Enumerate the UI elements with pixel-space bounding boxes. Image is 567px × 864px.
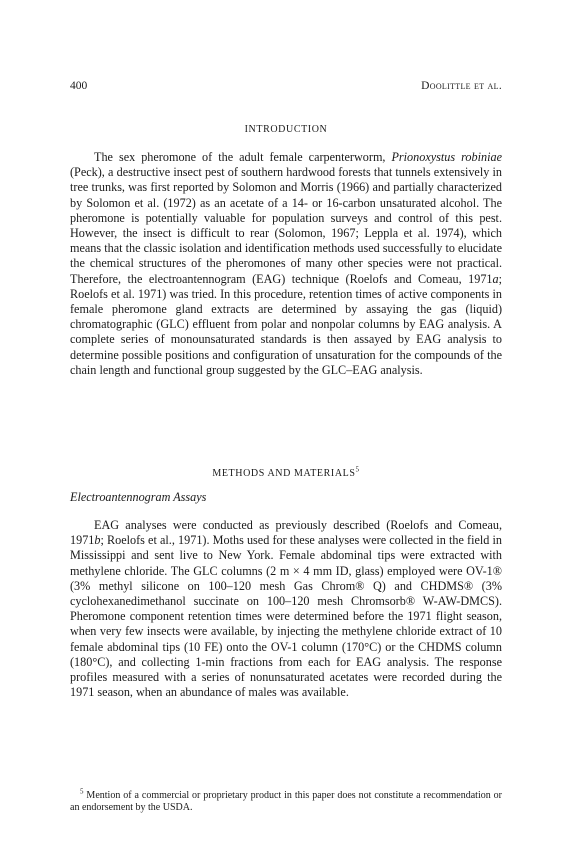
species-name: Prionoxystus robiniae — [391, 150, 502, 164]
intro-text-3: ; Roelofs et al. 1971) was tried. In this procedure, retention times of active components in female pheromone gland extracts are determined by assaying the gas (liquid) chromatographic (GLC) effluent from polar and nonpolar columns by EAG analysis. A complete series of monounsaturated standards is then assayed by EAG analysis to determine possible positions and configuration of unsaturation for the compounds of the chain length and functional group suggested by the GLC–EAG analysis. — [70, 271, 502, 377]
introduction-heading: INTRODUCTION — [244, 124, 328, 135]
methods-paragraph — [70, 518, 502, 700]
running-head: Doolittle et al. — [421, 80, 502, 92]
methods-heading-text: METHODS AND MATERIALS — [212, 468, 356, 479]
introduction-paragraph — [70, 150, 502, 378]
methods-text-1: EAG analyses were conducted as previously described (Roelofs and Comeau, 1971 — [70, 518, 502, 548]
intro-text-1: The sex pheromone of the adult female carpenterworm, — [94, 150, 392, 164]
subsection-heading: Electroantennogram Assays — [70, 490, 207, 504]
methods-footnote-mark: 5 — [355, 465, 360, 474]
citation-suffix: b — [94, 533, 101, 548]
footnote-text: Mention of a commercial or proprietary product in this paper does not constitute a recommendation or an endorsement by the USDA. — [70, 790, 502, 813]
methods-text-2: ; Roelofs et al., 1971). Moths used for these analyses were collected in the field in Mississippi and sent live to New York. Female abdominal tips were extracted with methylene chloride. The GLC columns (2 m × 4 mm ID, glass) employed were OV-1® (3% methyl silicone on 100–120 mesh Gas Chrom® Q) and CHDMS® (3% cyclohexanedimethanol succinate on 100–120 mesh Chromsorb® W-AW-DMCS). Pheromone component retention times were determined before the 1971 flight season, when very few insects were available, by injecting the methylene chloride extract of 10 female abdominal tips (10 FE) onto the OV-1 column (170°C) or the CHDMS column (180°C), and collecting 1-min fractions from each for EAG analysis. The response profiles measured with a series of nonunsaturated acetates were recorded during the 1971 season, when an abundance of males was available. — [70, 533, 502, 700]
intro-text-2: (Peck), a destructive insect pest of southern hardwood forests that tunnels extensively in tree trunks, was first reported by Solomon and Morris (1966) and partially characterized by Solomon et al. (1972) as an acetate of a 14- or 16-carbon unsaturated alcohol. The pheromone is potentially valuable for population surveys and control of this pest. However, the insect is difficult to rear (Solomon, 1967; Leppla et al. 1974), which means that the classic isolation and identification methods used successfully to elucidate the chemical structures of the pheromones of many other species were not practical. Therefore, the electroantennogram (EAG) technique (Roelofs and Comeau, 1971 — [70, 165, 502, 286]
footnote-mark: 5 — [80, 787, 84, 796]
footnote — [70, 787, 502, 814]
page-number: 400 — [70, 80, 88, 92]
citation-suffix: a — [492, 271, 499, 286]
page-header — [70, 80, 502, 96]
methods-heading — [70, 465, 502, 479]
